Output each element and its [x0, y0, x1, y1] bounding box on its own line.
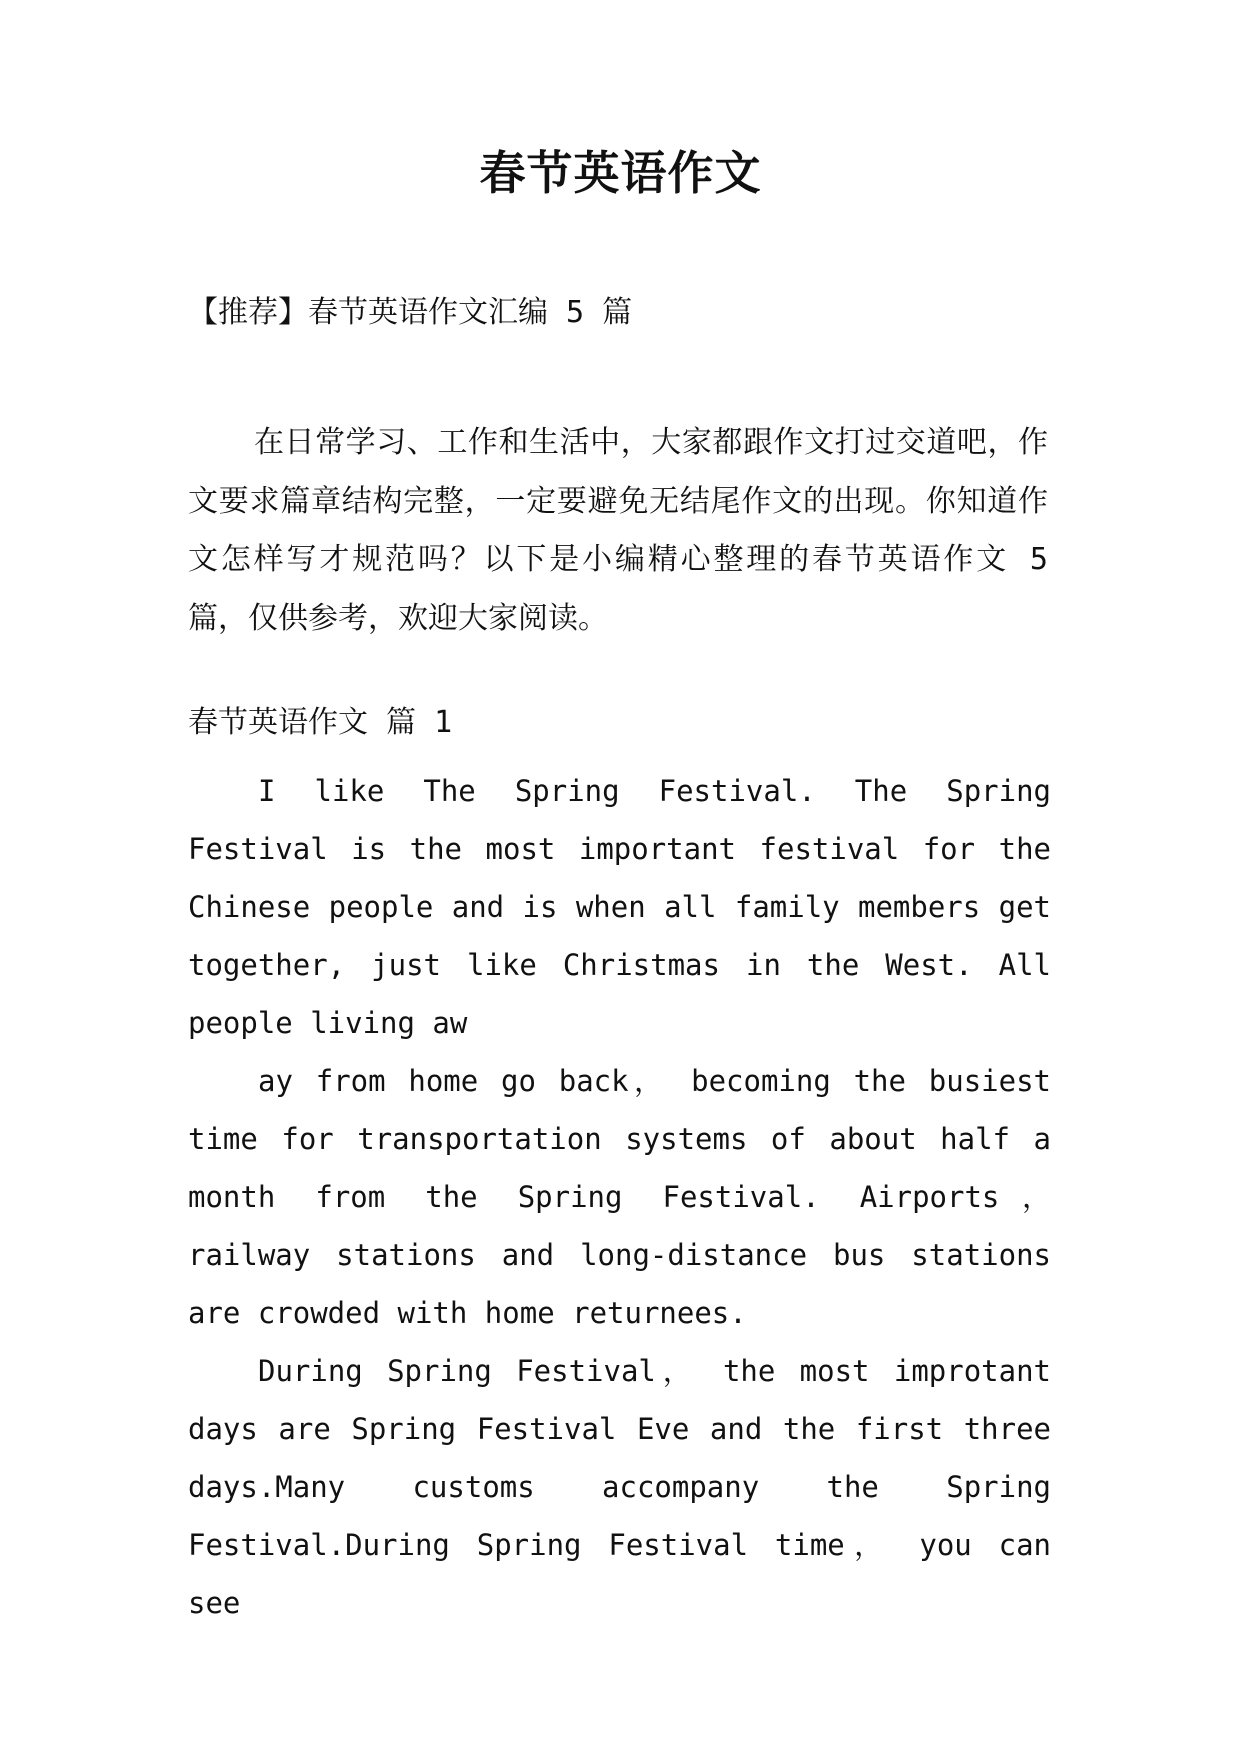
intro-paragraph: 在日常学习、工作和生活中，大家都跟作文打过交道吧，作文要求篇章结构完整，一定要避免无结尾作文的出现。你知道作文怎样写才规范吗？以下是小编精心整理的春节英语作文 5 篇，仅供参考，欢迎大家阅读。 [188, 425, 1048, 636]
document-subtitle: 【推荐】春节英语作文汇编 5 篇 [188, 295, 633, 330]
essay-paragraph: I like The Spring Festival. The Spring Festival is the most important festival for the Chinese people and is when all family members get together, just like Christmas in the West. All people living aw [188, 774, 1051, 1040]
essay-paragraph: During Spring Festival， the most improtant days are Spring Festival Eve and the first three days.Many customs accompany the Spring Festival.During Spring Festival time， you can see [188, 1354, 1051, 1620]
document-title: 春节英语作文 [479, 146, 762, 200]
section-heading: 春节英语作文 篇 1 [188, 705, 453, 740]
essay-body [188, 762, 1051, 1632]
essay-paragraph: ay from home go back， becoming the busiest time for transportation systems of about half a month from the Spring Festival. Airports， railway stations and long-distance bus stations are crowded with home returnees. [188, 1064, 1051, 1330]
